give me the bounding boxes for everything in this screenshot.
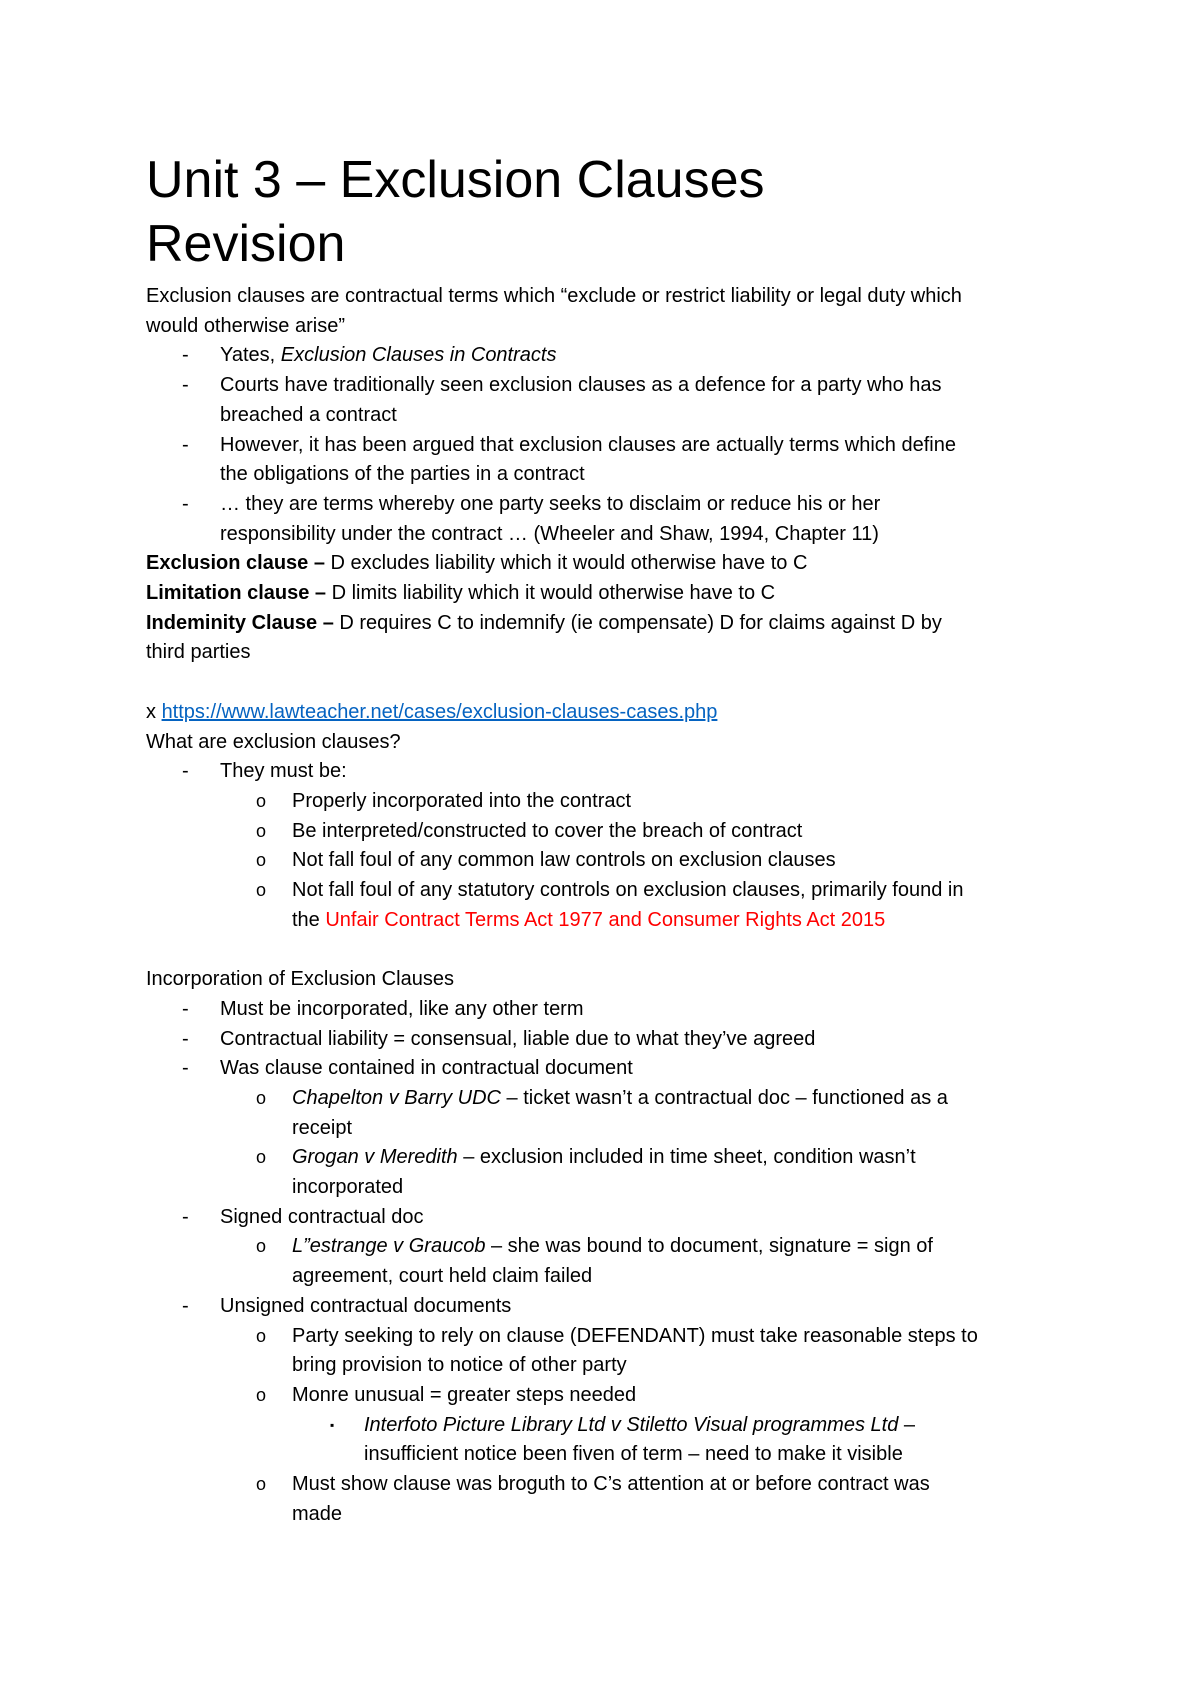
chapelton-line-1 [292,1084,1080,1114]
dash-bullet: - [182,1057,189,1080]
list-item [182,490,1080,549]
sub-sub-list-item [330,1411,1080,1470]
chapelton-line-2: receipt [292,1116,353,1139]
grogan-line-1 [292,1143,1080,1173]
list-item [182,1203,1080,1233]
however-line-2: the obligations of the parties in a contract [220,463,585,486]
list-item-text: Was clause contained in contractual document [220,1057,633,1080]
circle-bullet: o [256,1236,267,1257]
must-show-line-2: made [292,1502,343,1525]
sub-list-item [256,1143,1080,1202]
sub-list-item [256,1232,1080,1291]
case-note: – exclusion included in time sheet, condition wasn’t [457,1146,916,1169]
case-note: – [898,1413,916,1436]
definition-text: D requires C to indemnify (ie compensate) D for claims against D by [339,611,942,634]
sub-list-item [256,846,1080,876]
sub-list-item [256,1084,1080,1143]
list-item [182,341,1080,371]
case-name: Interfoto Picture Library Ltd v Stiletto Visual programmes Ltd [364,1413,899,1436]
requirement-text: Not fall foul of any statutory controls on exclusion clauses, primarily found in [292,879,964,902]
list-item-text: Monre unusual = greater steps needed [292,1383,637,1406]
circle-bullet: o [256,1087,267,1108]
must-show-line-1: Must show clause was broguth to C’s attention at or before contract was [292,1473,930,1496]
list-item [182,371,1080,430]
definition-indemnity-cont: third parties [146,641,251,664]
case-note: – she was bound to document, signature = sign of [485,1235,933,1258]
case-name: Grogan v Meredith [292,1146,458,1169]
list-item-text: Signed contractual doc [220,1205,424,1228]
title-line-2: Revision [146,215,346,273]
link-prefix: x [146,700,162,723]
square-bullet: ▪ [330,1417,335,1432]
spacer [146,668,1080,698]
document-title [146,148,1080,276]
courts-line-1: Courts have traditionally seen exclusion clauses as a defence for a party who has [220,374,942,397]
intro-line-1: Exclusion clauses are contractual terms which “exclude or restrict liability or legal duty which [146,285,962,307]
dash-bullet: - [182,760,189,783]
sub-list-item [256,876,1080,935]
however-line-1: However, it has been argued that exclusion clauses are actually terms which define [220,433,956,456]
grogan-line-2: incorporated [292,1176,404,1199]
document-body [146,282,1080,1530]
terms-line-2: responsibility under the contract … (Wheeler and Shaw, 1994, Chapter 11) [220,522,879,545]
sub-list-item [256,817,1080,847]
list-item [182,1025,1080,1055]
sub-list-item [256,787,1080,817]
circle-bullet: o [256,880,267,901]
definition-limitation [146,579,1080,609]
case-note: – ticket wasn’t a contractual doc – functioned as a [500,1086,948,1109]
intro-line-2: would otherwise arise” [146,314,345,337]
statutes-text: Unfair Contract Terms Act 1977 and Consumer Rights Act 2015 [325,908,886,931]
definition-text: D excludes liability which it would otherwise have to C [330,552,808,575]
title-line-1: Unit 3 – Exclusion Clauses [146,151,765,209]
circle-bullet: o [256,1147,267,1168]
case-name: Chapelton v Barry UDC [292,1086,501,1109]
list-item-text: Must be incorporated, like any other term [220,997,584,1020]
party-line-2: bring provision to notice of other party [292,1354,627,1377]
dash-bullet: - [182,374,189,397]
yates-title: Exclusion Clauses in Contracts [280,344,557,367]
dash-bullet: - [182,1027,189,1050]
sub-list-item [256,1322,1080,1381]
link-line [146,698,1080,728]
dash-bullet: - [182,433,189,456]
sub-list-item [256,1470,1080,1529]
statutory-line-2 [292,906,1080,936]
circle-bullet: o [256,820,267,841]
incorporation-heading: Incorporation of Exclusion Clauses [146,968,454,991]
courts-line-2: breached a contract [220,403,397,426]
list-item [182,995,1080,1025]
circle-bullet: o [256,790,267,811]
interfoto-line-1 [364,1411,1080,1441]
list-item [182,431,1080,490]
terms-line-1: … they are terms whereby one party seeks to disclaim or reduce his or her [220,492,881,515]
requirement-text: Not fall foul of any common law controls on exclusion clauses [292,849,836,872]
statutory-prefix: the [292,908,326,931]
lestrange-line-1 [292,1232,1080,1262]
dash-bullet: - [182,1205,189,1228]
must-be-text: They must be: [220,760,347,783]
definition-term: Exclusion clause – [146,552,331,575]
definition-exclusion [146,549,1080,579]
what-heading: What are exclusion clauses? [146,730,401,753]
circle-bullet: o [256,1474,267,1495]
requirement-text: Properly incorporated into the contract [292,789,632,812]
party-line-1: Party seeking to rely on clause (DEFENDANT) must take reasonable steps to [292,1324,978,1347]
definition-indemnity [146,609,1080,639]
spacer [146,935,1080,965]
case-name: L”estrange v Graucob [292,1235,486,1258]
dash-bullet: - [182,492,189,515]
circle-bullet: o [256,1325,267,1346]
dash-bullet: - [182,344,189,367]
definition-term: Indeminity Clause – [146,611,340,634]
list-item-text: Contractual liability = consensual, liable due to what they’ve agreed [220,1027,816,1050]
dash-bullet: - [182,997,189,1020]
yates-prefix: Yates, [220,344,281,367]
lestrange-line-2: agreement, court held claim failed [292,1265,593,1288]
list-item [182,757,1080,787]
list-item [182,1054,1080,1084]
list-item [182,1292,1080,1322]
lawteacher-link[interactable]: https://www.lawteacher.net/cases/exclusion-clauses-cases.php [161,700,718,723]
dash-bullet: - [182,1294,189,1317]
definition-text: D limits liability which it would otherwise have to C [331,582,776,605]
circle-bullet: o [256,850,267,871]
definition-term: Limitation clause – [146,582,332,605]
circle-bullet: o [256,1384,267,1405]
sub-list-item [256,1381,1080,1411]
requirement-text: Be interpreted/constructed to cover the breach of contract [292,819,803,842]
list-item-text: Unsigned contractual documents [220,1294,512,1317]
interfoto-line-2: insufficient notice been fiven of term – need to make it visible [364,1443,903,1466]
